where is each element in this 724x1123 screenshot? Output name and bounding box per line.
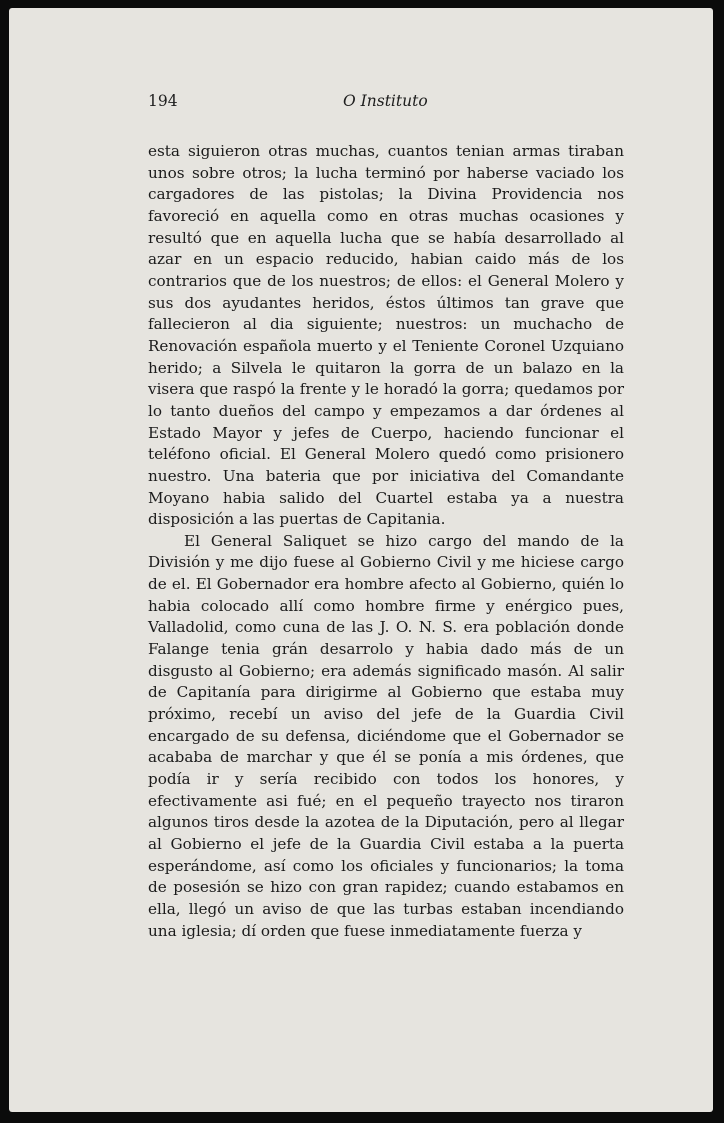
page-header	[148, 92, 624, 114]
running-title: O Instituto	[343, 92, 428, 110]
body-text	[148, 141, 624, 942]
paragraph: El General Saliquet se hizo cargo del mando de la División y me dijo fuese al Gobierno Civil y me hiciese cargo de el. El Gobernador era hombre afecto al Gobierno, quién lo habia colocado allí como hombre firme y enérgico pues, Valladolid, como cuna de las J. O. N. S. era población donde Falange tenia grán desarrolo y habia dado más de un disgusto al Gobierno; era además significado masón. Al salir de Capitanía para dirigirme al Gobierno que estaba muy próximo, recebí un aviso del jefe de la Guardia Civil encargado de su defensa, diciéndome que el Gobernador se acababa de marchar y que él se ponía a mis órdenes, que podía ir y sería recibido con todos los honores, y efectivamente asi fué; en el pequeño trayecto nos tiraron algunos tiros desde la azotea de la Diputación, pero al llegar al Gobierno el jefe de la Guardia Civil estaba a la puerta esperándome, así como los oficiales y funcionarios; la toma de posesión se hizo con gran rapidez; cuando estabamos en ella, llegó un aviso de que las turbas estaban incendiando una iglesia; dí orden que fuese inmediatamente fuerza y	[148, 531, 624, 940]
page-number: 194	[148, 92, 178, 110]
paragraph-continued: esta siguieron otras muchas, cuantos tenian armas tiraban unos sobre otros; la lucha terminó por haberse vaciado los cargadores de las pistolas; la Divina Providencia nos favoreció en aquella como en otras muchas ocasiones y resultó que en aquella lucha que se había desarrollado al azar en un espacio reducido, habian caido más de los contrarios que de los nuestros; de ellos: el General Molero y sus dos ayudantes heridos, éstos últimos tan grave que fallecieron al dia siguiente; nuestros: un muchacho de Renovación española muerto y el Teniente Coronel Uzquiano herido; a Silvela le quitaron la gorra de un balazo en la visera que raspó la frente y le horadó la gorra; quedamos por lo tanto dueños del campo y empezamos a dar órdenes al Estado Mayor y jefes de Cuerpo, haciendo funcionar el teléfono oficial. El General Molero quedó como prisionero nuestro. Una bateria que por iniciativa del Comandante Moyano habia salido del Cuartel estaba ya a nuestra disposición a las puertas de Capitania.	[148, 142, 624, 529]
